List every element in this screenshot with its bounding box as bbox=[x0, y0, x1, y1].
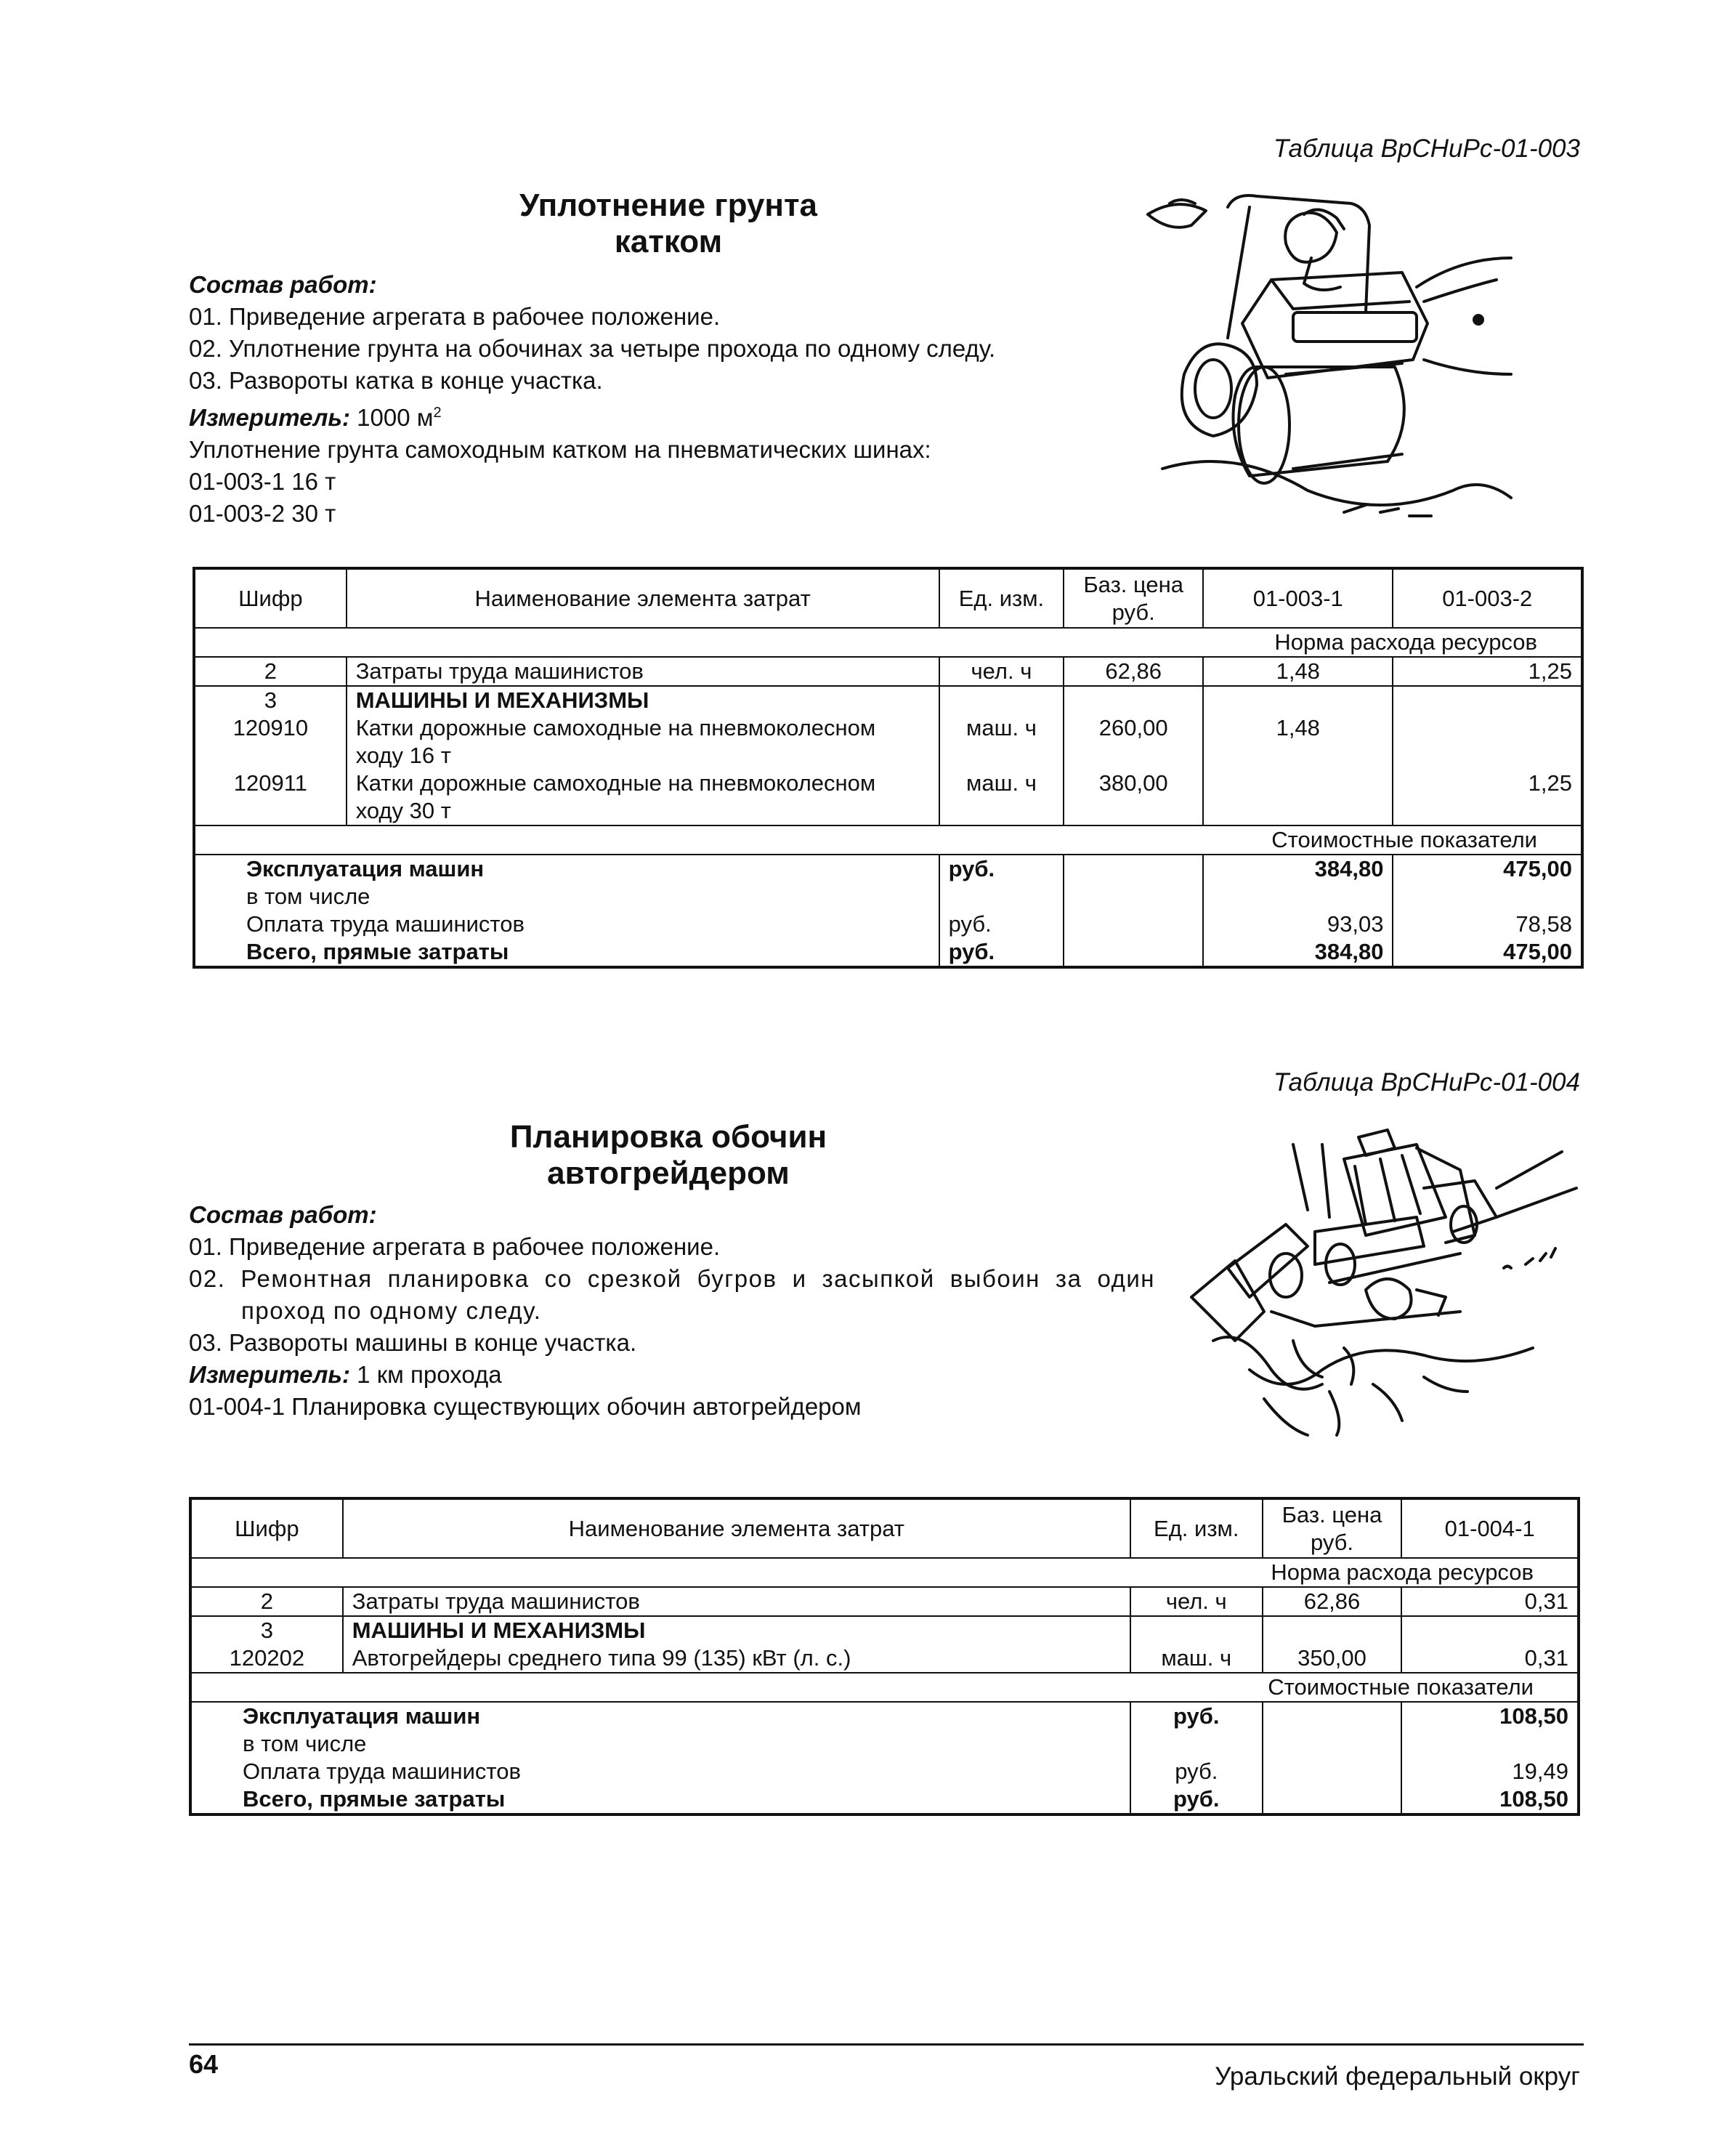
cell-value bbox=[1203, 770, 1393, 825]
variant: 01-003-1 16 т bbox=[189, 468, 336, 495]
cell-value: 1,25 bbox=[1393, 770, 1582, 825]
cell-code: 120202 bbox=[190, 1644, 343, 1673]
column-header: 01-003-1 bbox=[1203, 568, 1393, 628]
meter-sup: 2 bbox=[433, 405, 442, 421]
section-title-line: Уплотнение грунта bbox=[519, 187, 818, 223]
table-row bbox=[190, 1785, 1579, 1814]
section-title-line: автогрейдером bbox=[547, 1155, 790, 1191]
work-item: 02. Уплотнение грунта на обочинах за четыре прохода по одному следу. bbox=[189, 335, 996, 362]
norm-subheader: Норма расхода ресурсов bbox=[190, 1558, 1579, 1587]
cell-name: Всего, прямые затраты bbox=[243, 1786, 506, 1812]
table-row bbox=[190, 1702, 1579, 1730]
meter-value: 1000 м bbox=[357, 404, 434, 431]
cell-unit: руб. bbox=[1130, 1758, 1263, 1785]
cell-name: Затраты труда машинистов bbox=[347, 657, 939, 686]
cell-value: 384,80 bbox=[1203, 855, 1393, 883]
cell-value bbox=[1393, 714, 1582, 770]
cell-name: в том числе bbox=[243, 1731, 367, 1756]
cell-code: 120910 bbox=[232, 715, 309, 740]
table-row bbox=[194, 770, 1582, 825]
work-heading: Состав работ: bbox=[189, 1201, 377, 1228]
cell-unit: маш. ч bbox=[939, 770, 1064, 825]
cell-unit: руб. bbox=[939, 911, 1064, 938]
column-header: Наименование элемента затрат bbox=[347, 568, 939, 628]
cell-unit: руб. bbox=[939, 855, 1064, 883]
work-item: 01. Приведение агрегата в рабочее положение. bbox=[189, 303, 721, 330]
cell-name: в том числе bbox=[246, 884, 370, 909]
work-composition bbox=[189, 1199, 1155, 1423]
cell-value: 108,50 bbox=[1401, 1702, 1579, 1730]
cell-price: 62,86 bbox=[1064, 657, 1203, 686]
table-reference: Таблица ВрСНиРс-01-004 bbox=[1273, 1068, 1580, 1097]
table-row bbox=[190, 1730, 1579, 1758]
section-title bbox=[407, 187, 930, 260]
column-header: Ед. изм. bbox=[939, 568, 1064, 628]
cell-name: Эксплуатация машин bbox=[246, 856, 485, 881]
cell-value: 108,50 bbox=[1401, 1785, 1579, 1814]
column-header: Баз. цена руб. bbox=[1064, 568, 1203, 628]
cell-unit: руб. bbox=[1130, 1785, 1263, 1814]
cell-value: 1,25 bbox=[1393, 657, 1582, 686]
variant: 01-003-2 30 т bbox=[189, 500, 336, 527]
cell-name: Оплата труда машинистов bbox=[243, 1759, 521, 1784]
column-header: 01-004-1 bbox=[1401, 1498, 1579, 1558]
cell-name-line: Катки дорожные самоходные на пневмоколесном bbox=[355, 770, 876, 796]
meter-label: Измеритель: bbox=[189, 404, 350, 431]
cell-unit: маш. ч bbox=[939, 714, 1064, 770]
column-header: Наименование элемента затрат bbox=[343, 1498, 1130, 1558]
table-row bbox=[194, 657, 1582, 686]
cell-value: 1,48 bbox=[1203, 714, 1393, 770]
work-composition bbox=[189, 269, 1170, 530]
cell-value: 0,31 bbox=[1401, 1587, 1579, 1616]
work-item: 03. Развороты катка в конце участка. bbox=[189, 367, 603, 394]
cell-unit: руб. bbox=[1130, 1702, 1263, 1730]
resource-table bbox=[193, 567, 1584, 969]
meter-value: 1 км прохода bbox=[357, 1361, 502, 1388]
cell-name-line: ходу 30 т bbox=[355, 798, 451, 823]
cell-value: 1,48 bbox=[1203, 657, 1393, 686]
cell-code: 3 bbox=[260, 1618, 273, 1643]
meter-label: Измеритель: bbox=[189, 1361, 350, 1388]
cell-code: 3 bbox=[264, 687, 277, 713]
cost-subheader: Стоимостные показатели bbox=[190, 1673, 1579, 1702]
page-number: 64 bbox=[189, 2049, 219, 2079]
table-row bbox=[194, 686, 1582, 714]
section-title-line: Планировка обочин bbox=[509, 1119, 827, 1155]
cell-value: 0,31 bbox=[1401, 1644, 1579, 1673]
cell-value: 384,80 bbox=[1203, 938, 1393, 967]
section-title bbox=[407, 1119, 930, 1192]
cell-value: 78,58 bbox=[1393, 911, 1582, 938]
cell-unit: маш. ч bbox=[1130, 1644, 1263, 1673]
cell-name: Автогрейдеры среднего типа 99 (135) кВт (л. с.) bbox=[343, 1644, 1130, 1673]
column-header: Шифр bbox=[194, 568, 347, 628]
cell-value: 19,49 bbox=[1401, 1758, 1579, 1785]
table-row bbox=[194, 938, 1582, 967]
table-row bbox=[190, 1616, 1579, 1644]
cell-name: Всего, прямые затраты bbox=[246, 939, 509, 964]
work-description: Уплотнение грунта самоходным катком на пневматических шинах: bbox=[189, 436, 931, 463]
cell-unit: чел. ч bbox=[939, 657, 1064, 686]
table-row bbox=[190, 1644, 1579, 1673]
work-heading: Состав работ: bbox=[189, 271, 377, 298]
meter bbox=[189, 397, 1170, 434]
cell-name: Оплата труда машинистов bbox=[246, 911, 525, 937]
cell-price: 350,00 bbox=[1263, 1644, 1402, 1673]
table-row bbox=[190, 1587, 1579, 1616]
cell-code: 2 bbox=[190, 1587, 343, 1616]
cell-price: 380,00 bbox=[1064, 770, 1203, 825]
resource-table bbox=[189, 1497, 1580, 1816]
table-reference: Таблица ВрСНиРс-01-003 bbox=[1273, 134, 1580, 163]
footer-divider bbox=[189, 2043, 1584, 2046]
section-title-line: катком bbox=[614, 224, 723, 259]
column-header: Шифр bbox=[190, 1498, 343, 1558]
cell-code: 2 bbox=[194, 657, 347, 686]
road-roller-illustration bbox=[1141, 193, 1526, 527]
footer-region: Уральский федеральный округ bbox=[1215, 2062, 1580, 2091]
work-item: 01. Приведение агрегата в рабочее положение. bbox=[189, 1233, 721, 1260]
cell-name-line: ходу 16 т bbox=[355, 743, 451, 768]
cell-unit: руб. bbox=[939, 938, 1064, 967]
table-row bbox=[194, 714, 1582, 770]
table-row bbox=[194, 855, 1582, 883]
cell-name: Эксплуатация машин bbox=[243, 1703, 481, 1729]
motor-grader-illustration bbox=[1184, 1123, 1591, 1442]
cell-value: 93,03 bbox=[1203, 911, 1393, 938]
column-header: 01-003-2 bbox=[1393, 568, 1582, 628]
cell-value: 475,00 bbox=[1393, 855, 1582, 883]
cell-name bbox=[347, 770, 939, 825]
cost-subheader: Стоимостные показатели bbox=[194, 825, 1582, 855]
cell-value: 475,00 bbox=[1393, 938, 1582, 967]
cell-name: МАШИНЫ И МЕХАНИЗМЫ bbox=[343, 1616, 1130, 1644]
work-item: 02. Ремонтная планировка со срезкой бугров и засыпкой выбоин за один проход по одному следу. bbox=[189, 1265, 1155, 1324]
cell-code: 120911 bbox=[194, 770, 347, 825]
cell-name: МАШИНЫ И МЕХАНИЗМЫ bbox=[347, 686, 939, 714]
cell-unit: чел. ч bbox=[1130, 1587, 1263, 1616]
cell-name-line: Катки дорожные самоходные на пневмоколесном bbox=[355, 715, 876, 740]
column-header: Ед. изм. bbox=[1130, 1498, 1263, 1558]
norm-subheader: Норма расхода ресурсов bbox=[194, 628, 1582, 657]
cell-name bbox=[347, 714, 939, 770]
cell-price: 62,86 bbox=[1263, 1587, 1402, 1616]
column-header: Баз. цена руб. bbox=[1263, 1498, 1402, 1558]
table-row bbox=[190, 1758, 1579, 1785]
table-row bbox=[194, 911, 1582, 938]
table-row bbox=[194, 883, 1582, 911]
work-description: 01-004-1 Планировка существующих обочин автогрейдером bbox=[189, 1393, 862, 1420]
meter bbox=[189, 1359, 1155, 1391]
cell-name: Затраты труда машинистов bbox=[343, 1587, 1130, 1616]
cell-price: 260,00 bbox=[1064, 714, 1203, 770]
work-item: 03. Развороты машины в конце участка. bbox=[189, 1329, 637, 1356]
